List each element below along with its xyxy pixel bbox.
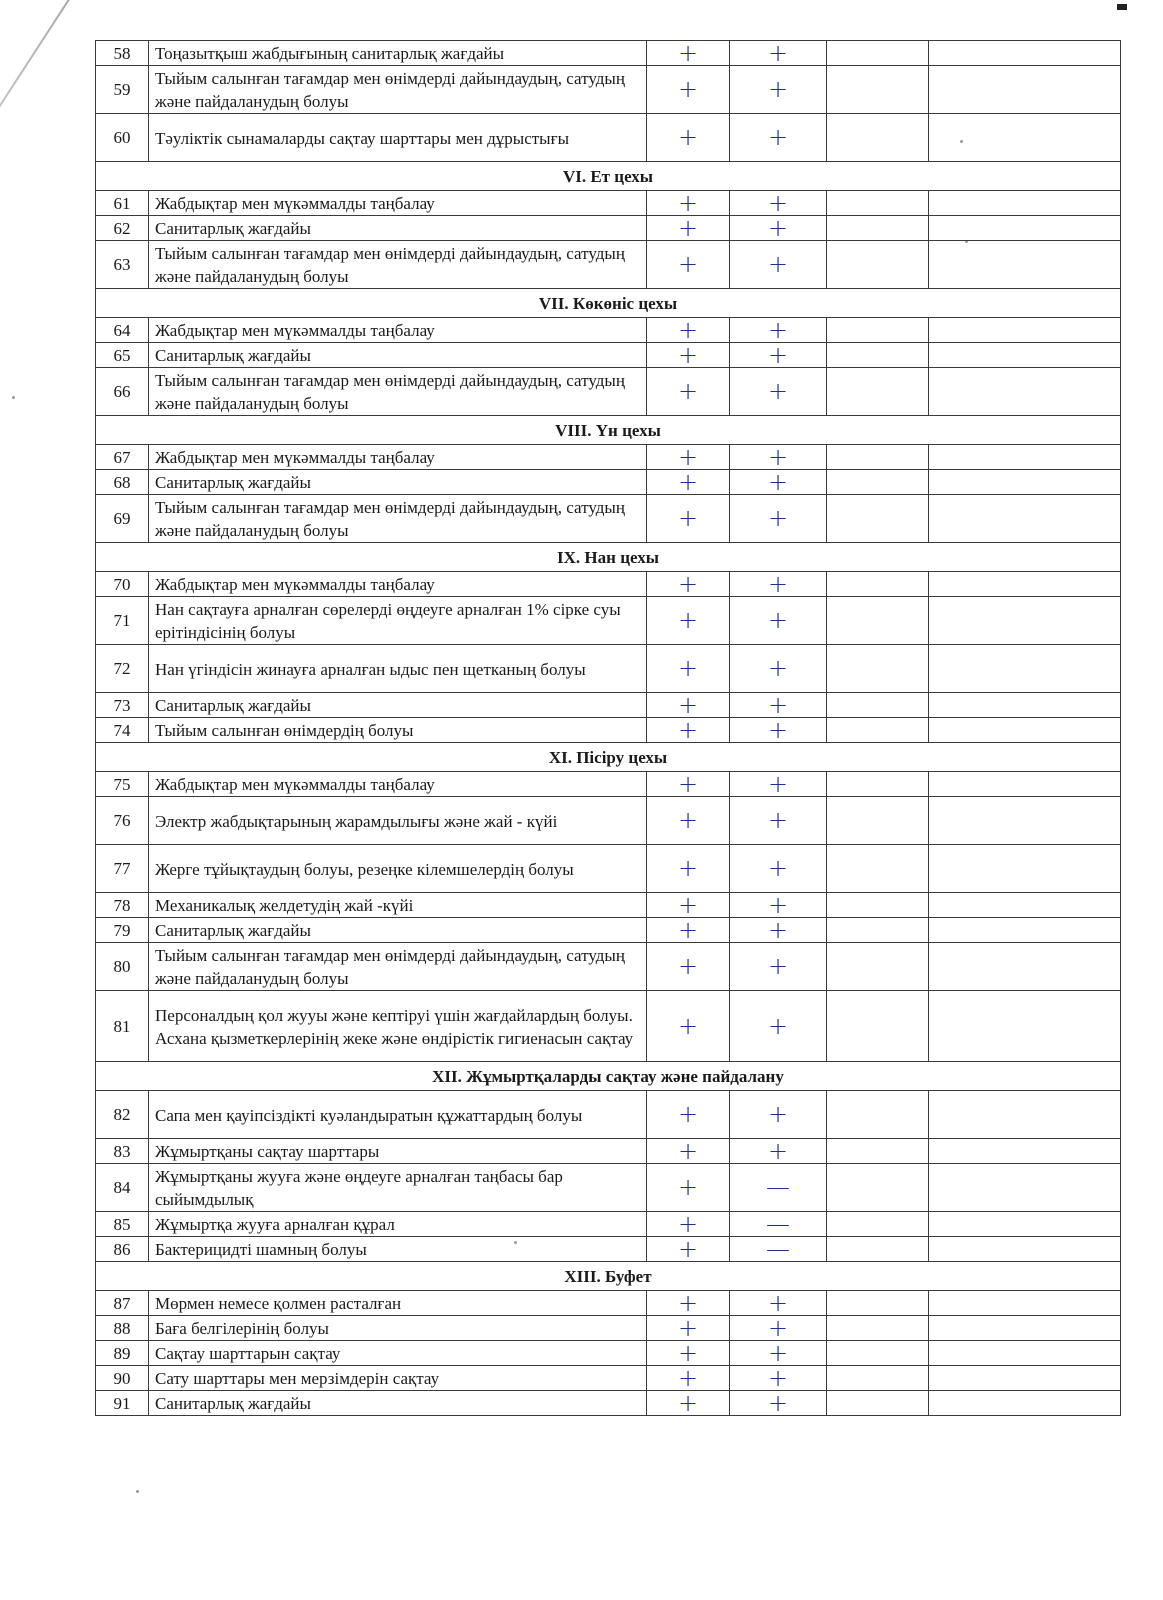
section-title: XIII. Буфет — [96, 1262, 1121, 1291]
row-criterion-text: Жабдықтар мен мүкәммалды таңбалау — [149, 772, 647, 797]
empty-cell — [929, 114, 1121, 162]
row-criterion-text: Тыйым салынған тағамдар мен өнімдерді дайындаудың, сатудың және пайдаланудың болуы — [149, 943, 647, 991]
check-mark-1: + — [647, 1091, 730, 1139]
empty-cell — [929, 943, 1121, 991]
empty-cell — [827, 918, 929, 943]
check-mark-2: + — [730, 693, 827, 718]
empty-cell — [827, 845, 929, 893]
check-mark-2: + — [730, 572, 827, 597]
check-mark-2: + — [730, 241, 827, 289]
check-mark-1: + — [647, 114, 730, 162]
row-number: 80 — [96, 943, 149, 991]
empty-cell — [827, 893, 929, 918]
empty-cell — [929, 216, 1121, 241]
empty-cell — [827, 943, 929, 991]
row-number: 62 — [96, 216, 149, 241]
check-mark-1: + — [647, 1391, 730, 1416]
checklist-table — [95, 40, 1121, 1416]
table-row — [96, 718, 1121, 743]
row-criterion-text: Сату шарттары мен мерзімдерін сақтау — [149, 1366, 647, 1391]
row-criterion-text: Сапа мен қауіпсіздікті куәландыратын құжаттардың болуы — [149, 1091, 647, 1139]
table-row — [96, 368, 1121, 416]
row-number: 89 — [96, 1341, 149, 1366]
table-row — [96, 41, 1121, 66]
empty-cell — [929, 1164, 1121, 1212]
row-number: 67 — [96, 445, 149, 470]
row-number: 60 — [96, 114, 149, 162]
table-row — [96, 1139, 1121, 1164]
empty-cell — [827, 1316, 929, 1341]
check-mark-2: + — [730, 845, 827, 893]
empty-cell — [827, 114, 929, 162]
check-mark-2: + — [730, 470, 827, 495]
check-mark-2: + — [730, 191, 827, 216]
check-mark-2: + — [730, 893, 827, 918]
check-mark-1: + — [647, 1164, 730, 1212]
row-criterion-text: Санитарлық жағдайы — [149, 343, 647, 368]
empty-cell — [929, 1291, 1121, 1316]
empty-cell — [827, 772, 929, 797]
row-number: 86 — [96, 1237, 149, 1262]
check-mark-1: + — [647, 772, 730, 797]
empty-cell — [827, 597, 929, 645]
row-number: 74 — [96, 718, 149, 743]
empty-cell — [929, 41, 1121, 66]
empty-cell — [827, 1091, 929, 1139]
check-mark-1: + — [647, 645, 730, 693]
empty-cell — [929, 645, 1121, 693]
section-header-row — [96, 543, 1121, 572]
section-title: VII. Көкөніс цехы — [96, 289, 1121, 318]
table-row — [96, 893, 1121, 918]
check-mark-1: + — [647, 1212, 730, 1237]
check-mark-2: + — [730, 114, 827, 162]
table-row — [96, 991, 1121, 1062]
check-mark-1: + — [647, 1316, 730, 1341]
check-mark-2: — — [730, 1212, 827, 1237]
row-criterion-text: Жабдықтар мен мүкәммалды таңбалау — [149, 318, 647, 343]
check-mark-1: + — [647, 368, 730, 416]
check-mark-1: + — [647, 893, 730, 918]
check-mark-1: + — [647, 991, 730, 1062]
row-criterion-text: Тыйым салынған тағамдар мен өнімдерді дайындаудың, сатудың және пайдаланудың болуы — [149, 368, 647, 416]
row-criterion-text: Тыйым салынған өнімдердің болуы — [149, 718, 647, 743]
section-title: IX. Нан цехы — [96, 543, 1121, 572]
empty-cell — [929, 845, 1121, 893]
table-row — [96, 1366, 1121, 1391]
empty-cell — [929, 1316, 1121, 1341]
check-mark-1: + — [647, 1139, 730, 1164]
row-criterion-text: Санитарлық жағдайы — [149, 918, 647, 943]
check-mark-1: + — [647, 1291, 730, 1316]
section-title: VI. Ет цехы — [96, 162, 1121, 191]
row-number: 78 — [96, 893, 149, 918]
row-number: 85 — [96, 1212, 149, 1237]
empty-cell — [929, 572, 1121, 597]
check-mark-1: + — [647, 693, 730, 718]
empty-cell — [827, 343, 929, 368]
row-criterion-text: Нан үгіндісін жинауға арналған ыдыс пен щетканың болуы — [149, 645, 647, 693]
row-number: 91 — [96, 1391, 149, 1416]
check-mark-1: + — [647, 1366, 730, 1391]
row-criterion-text: Жұмыртқаны жууға және өңдеуге арналған таңбасы бар сыйымдылық — [149, 1164, 647, 1212]
table-row — [96, 845, 1121, 893]
empty-cell — [827, 1391, 929, 1416]
row-number: 68 — [96, 470, 149, 495]
check-mark-1: + — [647, 797, 730, 845]
checklist-body — [96, 38, 1121, 1417]
row-criterion-text: Жабдықтар мен мүкәммалды таңбалау — [149, 445, 647, 470]
empty-cell — [929, 470, 1121, 495]
check-mark-2: + — [730, 772, 827, 797]
check-mark-2: + — [730, 343, 827, 368]
row-number: 76 — [96, 797, 149, 845]
check-mark-2: + — [730, 216, 827, 241]
check-mark-2: + — [730, 597, 827, 645]
empty-cell — [929, 1366, 1121, 1391]
empty-cell — [827, 797, 929, 845]
section-header-row — [96, 1262, 1121, 1291]
row-criterion-text: Сақтау шарттарын сақтау — [149, 1341, 647, 1366]
check-mark-1: + — [647, 845, 730, 893]
empty-cell — [929, 445, 1121, 470]
empty-cell — [929, 1139, 1121, 1164]
empty-cell — [827, 693, 929, 718]
check-mark-2: + — [730, 1316, 827, 1341]
section-header-row — [96, 416, 1121, 445]
table-row — [96, 1291, 1121, 1316]
table-row — [96, 1341, 1121, 1366]
table-row — [96, 645, 1121, 693]
check-mark-2: + — [730, 368, 827, 416]
row-criterion-text: Жерге тұйықтаудың болуы, резеңке кілемшелердің болуы — [149, 845, 647, 893]
table-row — [96, 191, 1121, 216]
row-number: 63 — [96, 241, 149, 289]
check-mark-1: + — [647, 918, 730, 943]
check-mark-2: + — [730, 66, 827, 114]
table-row — [96, 1212, 1121, 1237]
check-mark-2: + — [730, 645, 827, 693]
empty-cell — [827, 191, 929, 216]
row-number: 82 — [96, 1091, 149, 1139]
check-mark-1: + — [647, 41, 730, 66]
row-criterion-text: Бактерицидті шамның болуы — [149, 1237, 647, 1262]
check-mark-2: + — [730, 445, 827, 470]
empty-cell — [827, 241, 929, 289]
check-mark-2: — — [730, 1237, 827, 1262]
table-row — [96, 216, 1121, 241]
row-criterion-text: Тоңазытқыш жабдығының санитарлық жағдайы — [149, 41, 647, 66]
empty-cell — [827, 572, 929, 597]
empty-cell — [827, 1139, 929, 1164]
row-criterion-text: Мөрмен немесе қолмен расталған — [149, 1291, 647, 1316]
empty-cell — [929, 991, 1121, 1062]
scan-speck — [12, 396, 15, 399]
table-row — [96, 241, 1121, 289]
row-criterion-text: Тыйым салынған тағамдар мен өнімдерді дайындаудың, сатудың және пайдаланудың болуы — [149, 495, 647, 543]
row-number: 61 — [96, 191, 149, 216]
empty-cell — [827, 216, 929, 241]
row-number: 81 — [96, 991, 149, 1062]
check-mark-1: + — [647, 718, 730, 743]
table-row — [96, 318, 1121, 343]
table-row — [96, 693, 1121, 718]
empty-cell — [929, 495, 1121, 543]
empty-cell — [827, 991, 929, 1062]
row-number: 65 — [96, 343, 149, 368]
row-criterion-text: Жұмыртқа жууға арналған құрал — [149, 1212, 647, 1237]
check-mark-2: + — [730, 1139, 827, 1164]
check-mark-1: + — [647, 1341, 730, 1366]
table-row — [96, 572, 1121, 597]
empty-cell — [929, 318, 1121, 343]
check-mark-1: + — [647, 191, 730, 216]
empty-cell — [929, 241, 1121, 289]
row-criterion-text: Тәуліктік сынамаларды сақтау шарттары мен дұрыстығы — [149, 114, 647, 162]
scan-corner-mark — [1117, 4, 1127, 10]
empty-cell — [929, 693, 1121, 718]
row-number: 90 — [96, 1366, 149, 1391]
row-number: 77 — [96, 845, 149, 893]
row-number: 58 — [96, 41, 149, 66]
row-criterion-text: Персоналдың қол жууы және кептіруі үшін жағдайлардың болуы. Асхана қызметкерлерінің жеке және өндірістік гигиенасын сақтау — [149, 991, 647, 1062]
empty-cell — [827, 1291, 929, 1316]
row-number: 69 — [96, 495, 149, 543]
check-mark-1: + — [647, 241, 730, 289]
empty-cell — [827, 495, 929, 543]
row-number: 59 — [96, 66, 149, 114]
table-row — [96, 343, 1121, 368]
empty-cell — [929, 772, 1121, 797]
check-mark-2: + — [730, 991, 827, 1062]
row-number: 70 — [96, 572, 149, 597]
empty-cell — [929, 718, 1121, 743]
table-row — [96, 495, 1121, 543]
empty-cell — [929, 1237, 1121, 1262]
check-mark-2: + — [730, 718, 827, 743]
row-number: 66 — [96, 368, 149, 416]
check-mark-1: + — [647, 343, 730, 368]
check-mark-2: + — [730, 918, 827, 943]
check-mark-2: + — [730, 1341, 827, 1366]
check-mark-2: + — [730, 41, 827, 66]
row-criterion-text: Баға белгілерінің болуы — [149, 1316, 647, 1341]
empty-cell — [929, 1391, 1121, 1416]
empty-cell — [929, 343, 1121, 368]
empty-cell — [929, 597, 1121, 645]
check-mark-2: + — [730, 797, 827, 845]
table-row — [96, 772, 1121, 797]
pen-stroke-mark — [0, 0, 72, 169]
check-mark-1: + — [647, 1237, 730, 1262]
empty-cell — [929, 918, 1121, 943]
section-header-row — [96, 743, 1121, 772]
table-row — [96, 1237, 1121, 1262]
empty-cell — [929, 66, 1121, 114]
table-row — [96, 1391, 1121, 1416]
empty-cell — [827, 445, 929, 470]
row-criterion-text: Санитарлық жағдайы — [149, 693, 647, 718]
check-mark-2: + — [730, 495, 827, 543]
empty-cell — [929, 1091, 1121, 1139]
section-title: VIII. Үн цехы — [96, 416, 1121, 445]
check-mark-2: + — [730, 1366, 827, 1391]
empty-cell — [929, 368, 1121, 416]
table-row — [96, 470, 1121, 495]
empty-cell — [929, 797, 1121, 845]
row-number: 73 — [96, 693, 149, 718]
check-mark-1: + — [647, 943, 730, 991]
row-criterion-text: Жабдықтар мен мүкәммалды таңбалау — [149, 191, 647, 216]
check-mark-1: + — [647, 445, 730, 470]
check-mark-1: + — [647, 66, 730, 114]
table-row — [96, 1091, 1121, 1139]
row-number: 64 — [96, 318, 149, 343]
row-criterion-text: Жабдықтар мен мүкәммалды таңбалау — [149, 572, 647, 597]
row-criterion-text: Механикалық желдетудің жай -күйі — [149, 893, 647, 918]
check-mark-2: + — [730, 1291, 827, 1316]
row-number: 75 — [96, 772, 149, 797]
empty-cell — [827, 318, 929, 343]
table-row — [96, 597, 1121, 645]
empty-cell — [827, 718, 929, 743]
empty-cell — [827, 645, 929, 693]
empty-cell — [929, 893, 1121, 918]
check-mark-2: + — [730, 1091, 827, 1139]
check-mark-2: + — [730, 943, 827, 991]
table-row — [96, 1316, 1121, 1341]
empty-cell — [827, 1237, 929, 1262]
check-mark-2: + — [730, 318, 827, 343]
table-row — [96, 1164, 1121, 1212]
row-number: 72 — [96, 645, 149, 693]
row-criterion-text: Санитарлық жағдайы — [149, 216, 647, 241]
empty-cell — [827, 1164, 929, 1212]
section-title: XI. Пісіру цехы — [96, 743, 1121, 772]
empty-cell — [827, 66, 929, 114]
empty-cell — [929, 1341, 1121, 1366]
check-mark-1: + — [647, 216, 730, 241]
check-mark-1: + — [647, 572, 730, 597]
scan-speck — [136, 1490, 139, 1493]
empty-cell — [827, 1212, 929, 1237]
table-row — [96, 943, 1121, 991]
row-number: 88 — [96, 1316, 149, 1341]
check-mark-2: — — [730, 1164, 827, 1212]
empty-cell — [827, 470, 929, 495]
empty-cell — [827, 1366, 929, 1391]
check-mark-1: + — [647, 495, 730, 543]
check-mark-1: + — [647, 318, 730, 343]
empty-cell — [827, 368, 929, 416]
empty-cell — [929, 191, 1121, 216]
table-row — [96, 797, 1121, 845]
row-criterion-text: Санитарлық жағдайы — [149, 1391, 647, 1416]
row-criterion-text: Жұмыртқаны сақтау шарттары — [149, 1139, 647, 1164]
check-mark-1: + — [647, 597, 730, 645]
check-mark-1: + — [647, 470, 730, 495]
table-row — [96, 66, 1121, 114]
row-criterion-text: Тыйым салынған тағамдар мен өнімдерді дайындаудың, сатудың және пайдаланудың болуы — [149, 241, 647, 289]
row-criterion-text: Электр жабдықтарының жарамдылығы және жай - күйі — [149, 797, 647, 845]
section-title: XII. Жұмыртқаларды сақтау және пайдалану — [96, 1062, 1121, 1091]
row-number: 79 — [96, 918, 149, 943]
row-criterion-text: Санитарлық жағдайы — [149, 470, 647, 495]
section-header-row — [96, 1062, 1121, 1091]
table-row — [96, 918, 1121, 943]
check-mark-2: + — [730, 1391, 827, 1416]
row-number: 83 — [96, 1139, 149, 1164]
empty-cell — [929, 1212, 1121, 1237]
row-number: 87 — [96, 1291, 149, 1316]
empty-cell — [827, 41, 929, 66]
row-criterion-text: Нан сақтауға арналған сөрелерді өңдеуге арналған 1% сірке суы ерітіндісінің болуы — [149, 597, 647, 645]
table-row — [96, 114, 1121, 162]
empty-cell — [827, 1341, 929, 1366]
section-header-row — [96, 162, 1121, 191]
section-header-row — [96, 289, 1121, 318]
row-criterion-text: Тыйым салынған тағамдар мен өнімдерді дайындаудың, сатудың және пайдаланудың болуы — [149, 66, 647, 114]
table-row — [96, 445, 1121, 470]
row-number: 84 — [96, 1164, 149, 1212]
row-number: 71 — [96, 597, 149, 645]
